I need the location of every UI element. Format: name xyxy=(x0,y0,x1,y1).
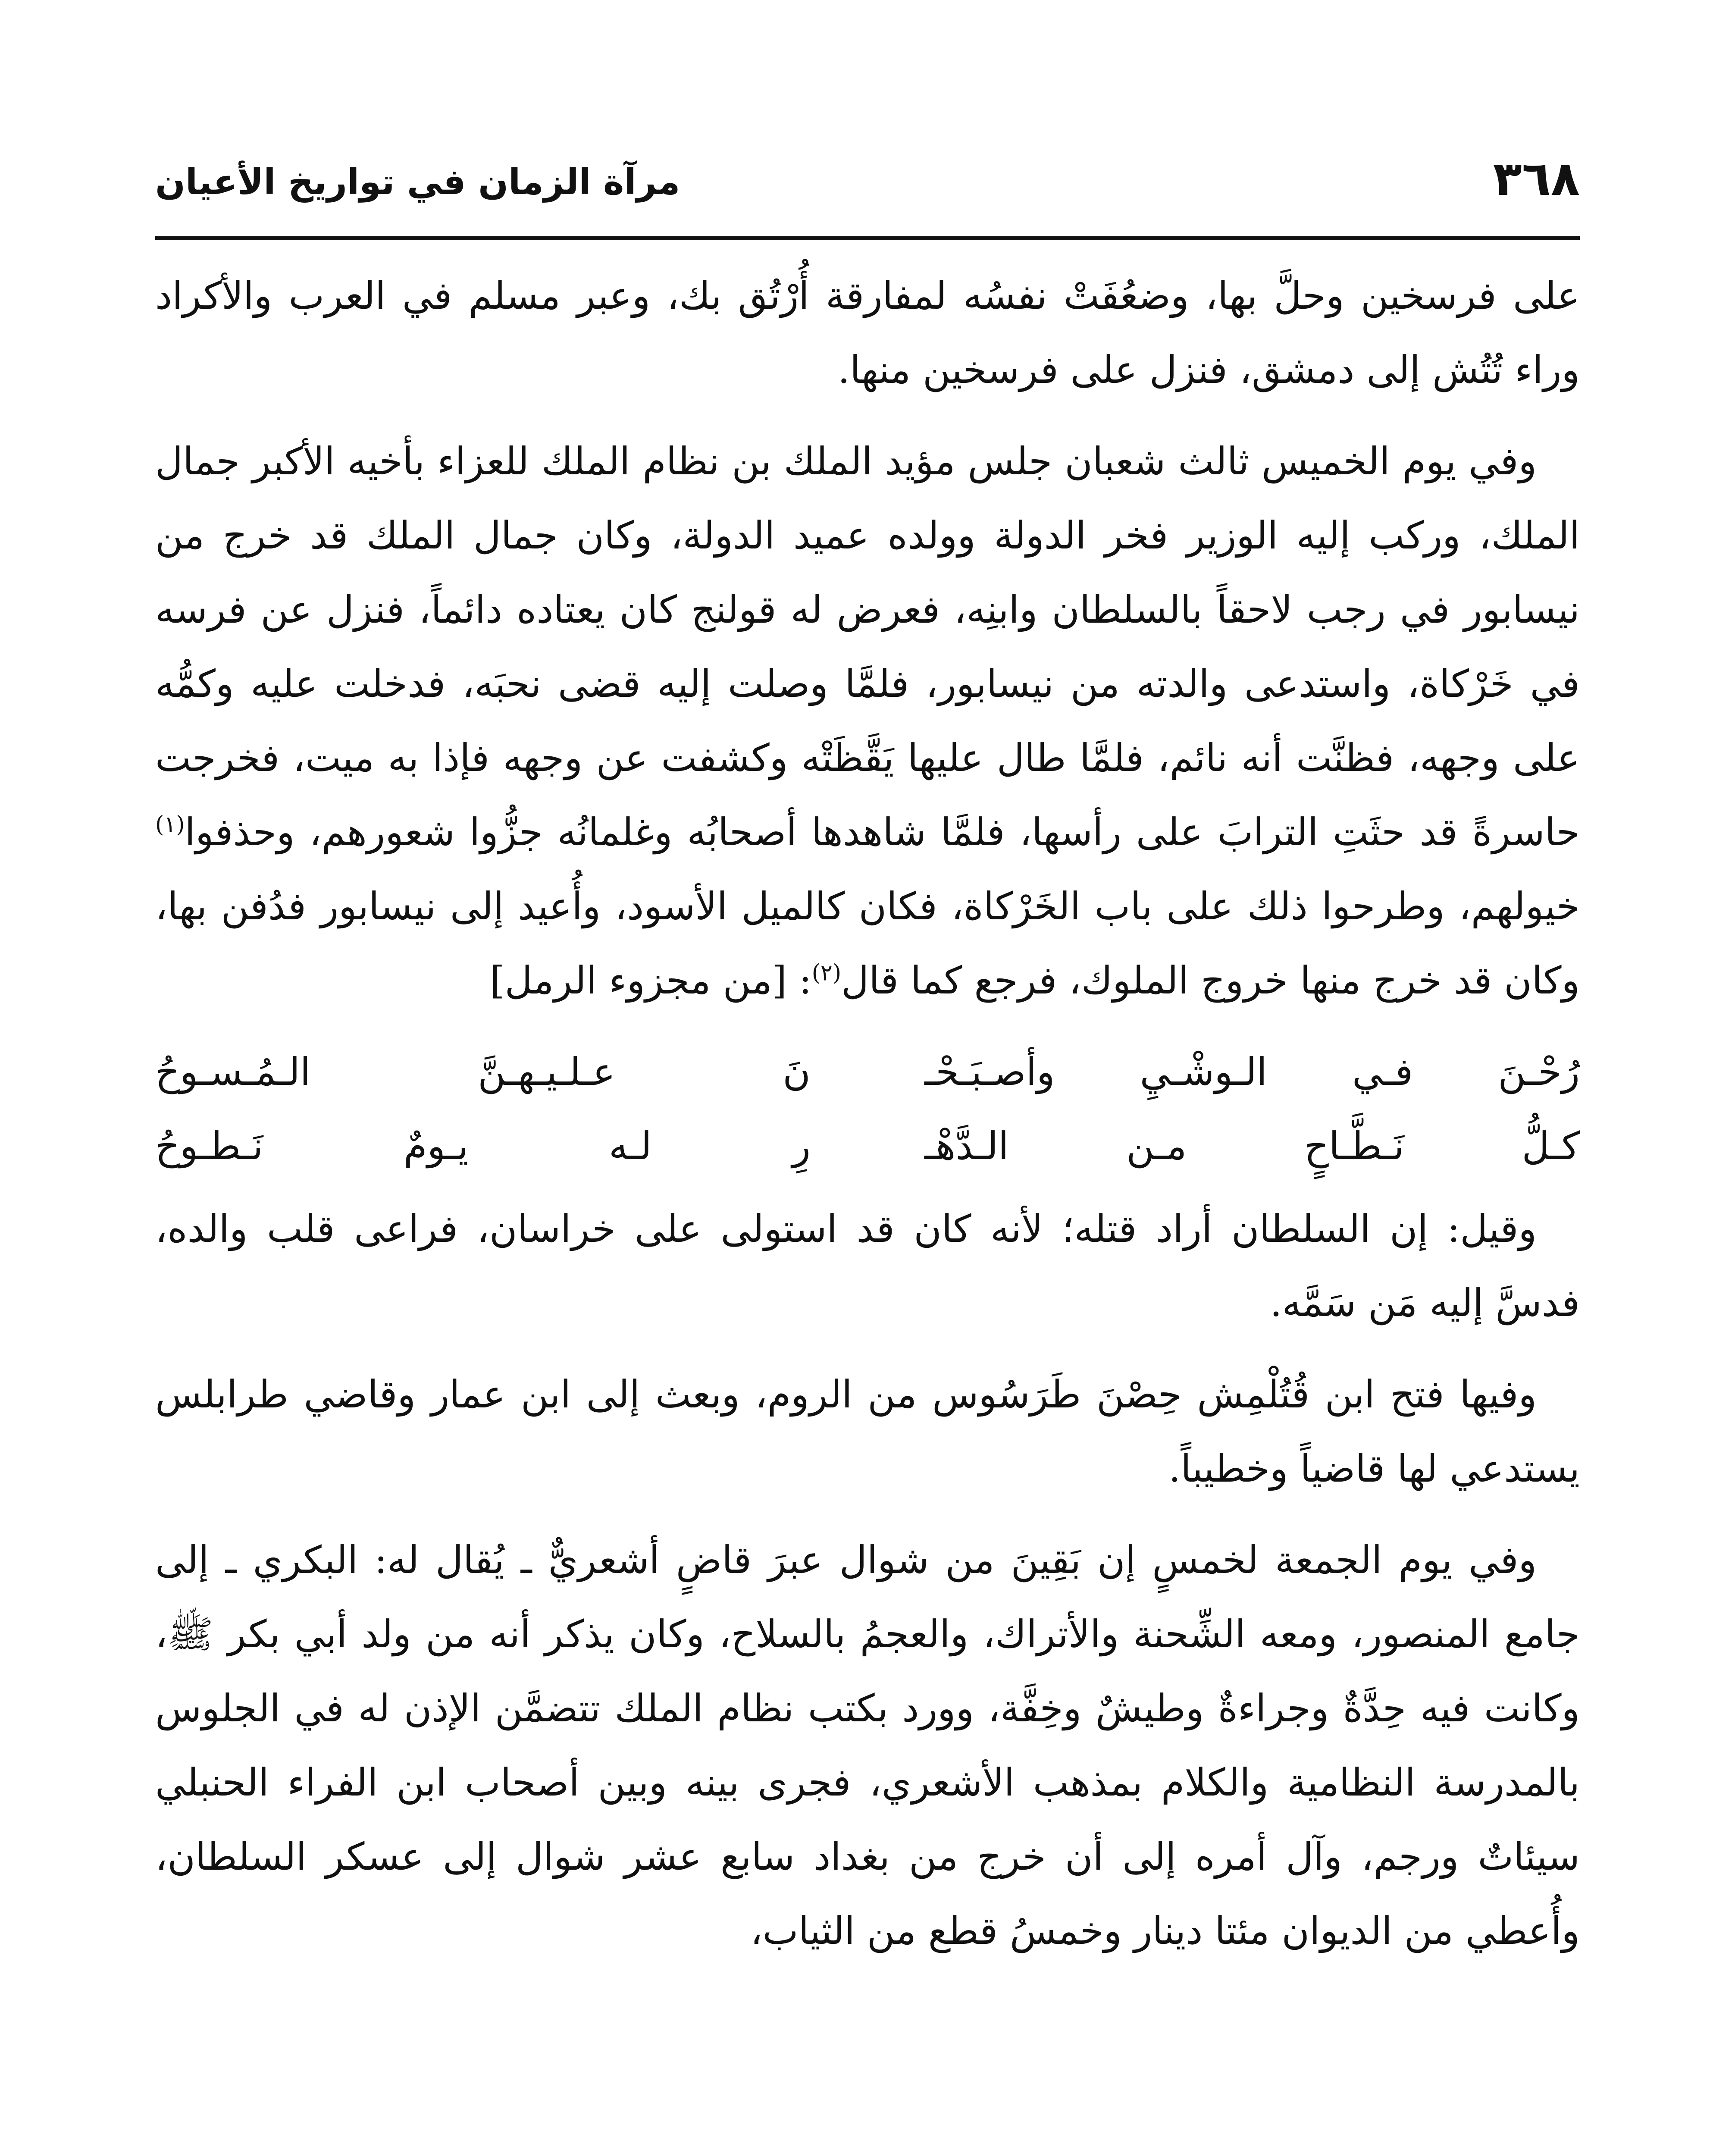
body-text xyxy=(155,259,1580,1985)
paragraph-5-text: وفي يوم الجمعة لخمسٍ إن بَقِينَ من شوال عبرَ قاضٍ أشعريٌّ ـ يُقال له: البكري ـ إلى جامع المنصور، ومعه الشِّحنة والأتراك، والعجمُ بالسلاح، وكان يذكر أنه من ولد أبي بكر ﷺ، وكانت فيه حِدَّةٌ وجراءةٌ وطيشٌ وخِفَّة، وورد بكتب نظام الملك تتضمَّن الإذن له في الجلوس بالمدرسة النظامية والكلام بمذهب الأشعري، فجرى بينه وبين أصحاب ابن الفراء الحنبلي سيئاتٌ ورجم، وآل أمره إلى أن خرج من بغداد سابع عشر شوال إلى عسكر السلطان، وأُعطي من الديوان مئتا دينار وخمسُ قطع من الثياب، xyxy=(155,1538,1580,1953)
footnote-ref-2[interactable]: (٢) xyxy=(811,960,842,986)
verse-line-2-second-hemistich: رِ لـه يـومٌ نَـطـوحُ xyxy=(155,1124,811,1168)
verse-line-1-second-hemistich: نَ عـلـيـهـنَّ الـمُـسـوحُ xyxy=(155,1050,811,1094)
verse-line-1-first-hemistich: رُحْـنَ فـي الـوشْـيِ وأصـبَـحْـ xyxy=(924,1050,1580,1094)
verse-meter-label: : [من مجزوء الرمل] xyxy=(490,958,812,1003)
paragraph-5 xyxy=(155,1523,1580,1968)
paragraph-4 xyxy=(155,1357,1580,1506)
verse-line-2-first-hemistich: كـلُّ نَـطَّـاحٍ مـن الـدَّهْـ xyxy=(924,1124,1580,1168)
paragraph-2-text-a: وفي يوم الخميس ثالث شعبان جلس مؤيد الملك بن نظام الملك للعزاء بأخيه الأكبر جمال الملك، وركب إليه الوزير فخر الدولة وولده عميد الدولة، وكان جمال الملك قد خرج من نيسابور في رجب لاحقاً بالسلطان وابنِه، فعرض له قولنج كان يعتاده دائماً، فنزل عن فرسه في خَرْكاة، واستدعى والدته من نيسابور، فلمَّا وصلت إليه قضى نحبَه، فدخلت عليه وكمُّه على وجهه، فظنَّت أنه نائم، فلمَّا طال عليها يَقَّظَتْه وكشفت عن وجهه فإذا به ميت، فخرجت حاسرةً قد حثَتِ الترابَ على رأسها، فلمَّا شاهدها أصحابُه وغلمانُه جزُّوا شعورهم، وحذفوا xyxy=(155,439,1580,854)
paragraph-2-text-b: خيولهم، وطرحوا ذلك على باب الخَرْكاة، فكان كالميل الأسود، وأُعيد إلى نيسابور فدُفن بها، وكان قد خرج منها خروج الملوك، فرجع كما قال xyxy=(155,884,1580,1003)
paragraph-4-text: وفيها فتح ابن قُتُلْمِش حِصْنَ طَرَسُوس من الروم، وبعث إلى ابن عمار وقاضي طرابلس يستدعي لها قاضياً وخطيباً. xyxy=(155,1372,1580,1491)
paragraph-2 xyxy=(155,424,1580,1018)
verse-line-2 xyxy=(155,1109,1580,1183)
paragraph-1-text: على فرسخين وحلَّ بها، وضعُفَتْ نفسُه لمفارقة أُرْتُق بك، وعبر مسلم في العرب والأكراد وراء تُتُش إلى دمشق، فنزل على فرسخين منها. xyxy=(155,273,1580,392)
footnote-ref-1[interactable]: (١) xyxy=(155,812,185,838)
header-rule xyxy=(155,236,1580,240)
paragraph-1 xyxy=(155,259,1580,407)
paragraph-3-text: وقيل: إن السلطان أراد قتله؛ لأنه كان قد استولى على خراسان، فراعى قلب والده، فدسَّ إليه مَن سَمَّه. xyxy=(155,1206,1580,1325)
page-number: ٣٦٨ xyxy=(1493,151,1580,206)
book-title: مرآة الزمان في تواريخ الأعيان xyxy=(155,162,680,203)
running-header xyxy=(155,142,1580,216)
poem-verse xyxy=(155,1035,1580,1183)
verse-line-1 xyxy=(155,1035,1580,1109)
paragraph-3 xyxy=(155,1192,1580,1340)
